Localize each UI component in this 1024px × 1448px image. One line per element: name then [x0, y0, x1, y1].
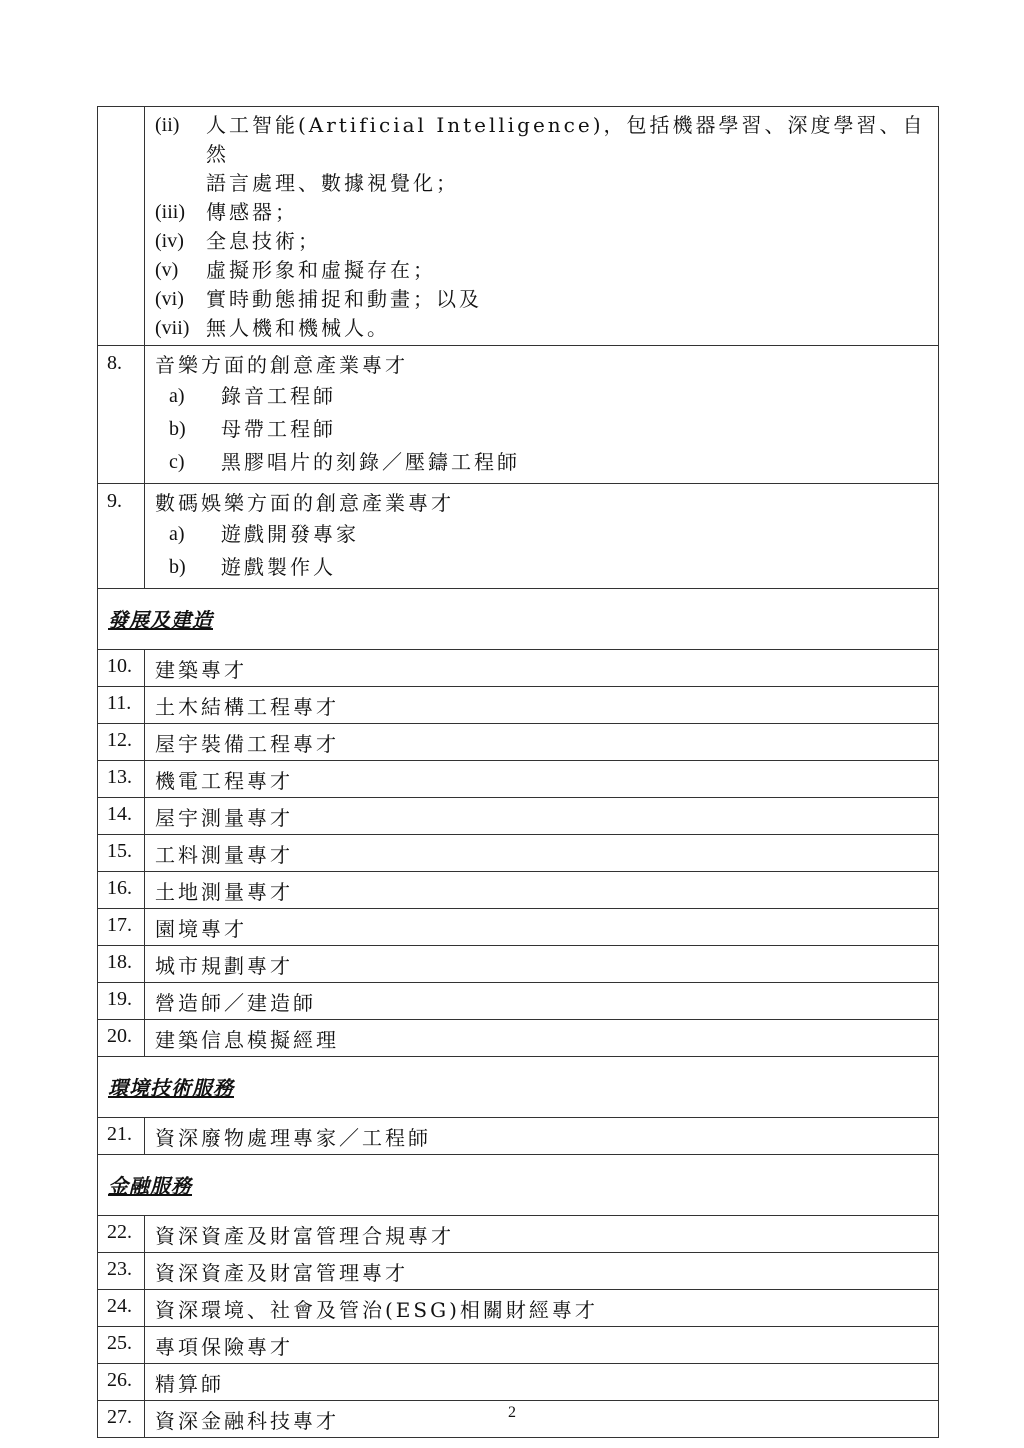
- item-text: 虛擬形象和虛擬存在；: [206, 258, 436, 282]
- item-label: (v): [155, 259, 179, 281]
- item-text: 遊戲開發專家: [221, 522, 359, 546]
- item-label: b): [169, 556, 186, 578]
- item-number-cell: [98, 107, 145, 346]
- item-label: (ii): [155, 114, 180, 136]
- item-text: 資深資產及財富管理合規專才: [145, 1216, 939, 1253]
- item-text: 土地測量專才: [145, 872, 939, 909]
- talent-list-table: [97, 106, 939, 1438]
- item-text: 園境專才: [145, 909, 939, 946]
- table-row: [98, 761, 939, 798]
- item-label: (vi): [155, 288, 184, 310]
- table-row: [98, 872, 939, 909]
- item-number: 23.: [98, 1253, 145, 1290]
- item-text: 傳感器；: [206, 200, 298, 224]
- section-header-row: [98, 1057, 939, 1118]
- item-text: 專項保險專才: [145, 1327, 939, 1364]
- item-label: (iv): [155, 230, 184, 252]
- item-text-cell: [145, 346, 939, 484]
- item-text: 營造師／建造師: [145, 983, 939, 1020]
- item-text-cell: [145, 484, 939, 589]
- table-row: [98, 983, 939, 1020]
- table-row: [98, 798, 939, 835]
- table-row: [98, 1327, 939, 1364]
- table-row: [98, 484, 939, 589]
- table-row: [98, 1253, 939, 1290]
- table-row: [98, 835, 939, 872]
- section-header-cell: [98, 1057, 939, 1118]
- item-number: 22.: [98, 1216, 145, 1253]
- item-text: 無人機和機械人。: [206, 316, 390, 340]
- table-row: [98, 1118, 939, 1155]
- section-header-cell: [98, 1155, 939, 1216]
- item-label: a): [169, 385, 185, 407]
- list-item: [155, 551, 938, 584]
- item-text: 精算師: [145, 1364, 939, 1401]
- item-text: 土木結構工程專才: [145, 687, 939, 724]
- item-text: 黑膠唱片的刻錄／壓鑄工程師: [221, 450, 520, 474]
- table-row: [98, 107, 939, 346]
- list-item: [155, 380, 938, 413]
- section-header-cell: [98, 589, 939, 650]
- item-number: 17.: [98, 909, 145, 946]
- item-text: 建築信息模擬經理: [145, 1020, 939, 1057]
- item-label: (vii): [155, 317, 190, 339]
- table-row: [98, 724, 939, 761]
- item-text-continued: 語言處理、數據視覺化；: [206, 171, 459, 195]
- item-number: 13.: [98, 761, 145, 798]
- table-row: [98, 909, 939, 946]
- item-number: 27.: [98, 1401, 145, 1438]
- item-text: 母帶工程師: [221, 417, 336, 441]
- item-number: 24.: [98, 1290, 145, 1327]
- item-number: 11.: [98, 687, 145, 724]
- item-text: 屋宇裝備工程專才: [145, 724, 939, 761]
- list-item: [155, 314, 938, 343]
- item-heading: 音樂方面的創意產業專才: [155, 353, 408, 377]
- section-title: 發展及建造: [108, 608, 213, 632]
- item-number: 12.: [98, 724, 145, 761]
- item-number: 10.: [98, 650, 145, 687]
- item-text: 錄音工程師: [221, 384, 336, 408]
- item-text: 資深資產及財富管理專才: [145, 1253, 939, 1290]
- table-row: [98, 1020, 939, 1057]
- table-row: [98, 687, 939, 724]
- item-number: 16.: [98, 872, 145, 909]
- item-number: 21.: [98, 1118, 145, 1155]
- item-heading: 數碼娛樂方面的創意產業專才: [155, 491, 454, 515]
- item-text: 工料測量專才: [145, 835, 939, 872]
- item-text: 資深金融科技專才: [145, 1401, 939, 1438]
- item-label: a): [169, 523, 185, 545]
- item-number: 14.: [98, 798, 145, 835]
- section-header-row: [98, 1155, 939, 1216]
- item-text: 屋宇測量專才: [145, 798, 939, 835]
- item-text: 建築專才: [145, 650, 939, 687]
- item-text: 實時動態捕捉和動畫；以及: [206, 287, 482, 311]
- table-row: [98, 346, 939, 484]
- item-text: 人工智能(Artificial Intelligence)，包括機器學習、深度學習、自然: [206, 113, 926, 166]
- item-text: 資深廢物處理專家／工程師: [145, 1118, 939, 1155]
- list-item: [155, 227, 938, 256]
- table-row: [98, 650, 939, 687]
- section-header-row: [98, 589, 939, 650]
- item-text: 機電工程專才: [145, 761, 939, 798]
- table-row: [98, 946, 939, 983]
- item-text: 全息技術；: [206, 229, 321, 253]
- item-number: 9.: [98, 484, 145, 589]
- page-number: 2: [508, 1404, 516, 1421]
- table-row: [98, 1290, 939, 1327]
- item-label: c): [169, 451, 185, 473]
- item-number: 25.: [98, 1327, 145, 1364]
- item-number: 20.: [98, 1020, 145, 1057]
- item-number: 8.: [98, 346, 145, 484]
- list-item: [155, 111, 938, 169]
- item-label: (iii): [155, 201, 185, 223]
- table-row: [98, 1364, 939, 1401]
- list-item: [155, 256, 938, 285]
- section-title: 金融服務: [108, 1174, 192, 1198]
- list-item: [155, 285, 938, 314]
- list-item: [155, 413, 938, 446]
- item-number: 15.: [98, 835, 145, 872]
- table-row: [98, 1216, 939, 1253]
- list-item: [155, 446, 938, 479]
- list-item: [155, 198, 938, 227]
- section-title: 環境技術服務: [108, 1076, 234, 1100]
- item-label: b): [169, 418, 186, 440]
- item-number: 26.: [98, 1364, 145, 1401]
- item-text: 資深環境、社會及管治(ESG)相關財經專才: [145, 1290, 939, 1327]
- item-text-cell: [145, 107, 939, 346]
- item-text: 遊戲製作人: [221, 555, 336, 579]
- item-number: 19.: [98, 983, 145, 1020]
- list-item: [155, 518, 938, 551]
- item-text: 城市規劃專才: [145, 946, 939, 983]
- item-number: 18.: [98, 946, 145, 983]
